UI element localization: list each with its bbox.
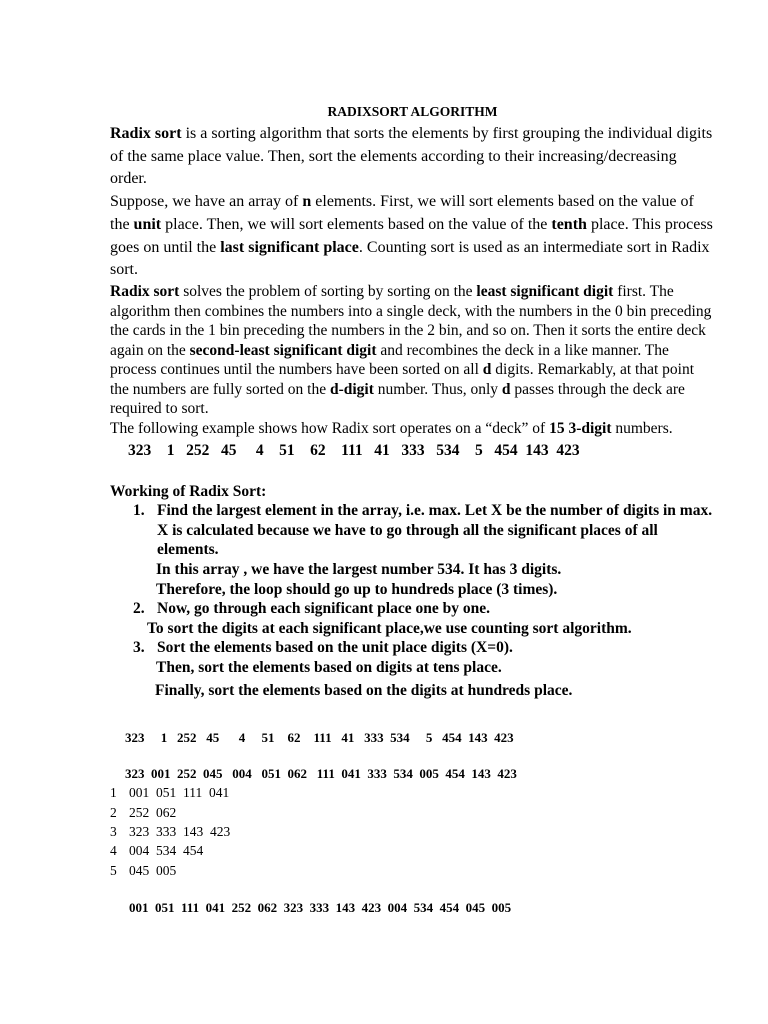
step-3 — [110, 638, 715, 658]
bucket-list — [110, 783, 715, 880]
intro-paragraph — [110, 123, 715, 191]
bucket-row — [110, 803, 715, 822]
document-title: RADIXSORT ALGORITHM — [327, 104, 498, 119]
step-3-note: Finally, sort the elements based on the digits at hundreds place. — [155, 681, 573, 699]
text-run: place. This process goes on until the — [110, 215, 713, 256]
example-input-row: 323 1 252 45 4 51 62 111 41 333 534 5 454 143 423 — [125, 730, 514, 746]
text-run: numbers. — [611, 420, 673, 438]
bold-term: least significant digit — [476, 282, 614, 300]
bold-term: d — [501, 380, 511, 398]
text-run: elements. First, we will sort elements based on the value of the — [110, 193, 694, 233]
lsd-paragraph — [110, 282, 715, 419]
bucket-values: 001 051 111 041 — [129, 785, 230, 801]
text-run: The following example shows how Radix sort operates on a “deck” of — [110, 420, 550, 438]
text-run: place. Then, we will sort elements based on the value of the — [161, 215, 552, 233]
step-number: 1. — [133, 502, 145, 520]
bold-term: d-digit — [329, 380, 374, 398]
bold-term: Radix sort — [110, 282, 180, 300]
place-value-paragraph — [110, 191, 715, 282]
document-page — [110, 104, 715, 916]
bucket-values: 045 005 — [129, 862, 177, 878]
step-1-note: Therefore, the loop should go up to hundreds place (3 times). — [156, 580, 558, 598]
text-run: Suppose, we have an array of — [110, 193, 303, 211]
step-2-note: To sort the digits at each significant place,we use counting sort algorithm. — [147, 619, 632, 637]
step-text: Find the largest element in the array, i.e. max. Let X be the number of digits in max. X is calculated because we have to go through all the significant places of all elements. — [157, 502, 713, 559]
step-number: 3. — [133, 639, 145, 657]
step-1 — [110, 501, 715, 560]
step-2 — [110, 599, 715, 619]
bold-term: n — [302, 193, 312, 211]
bucket-row — [110, 822, 715, 841]
step-number: 2. — [133, 600, 145, 618]
text-run: and recombines the deck in a like manner. The process continues until the numbers have been sorted on all — [110, 341, 669, 379]
steps-list — [110, 501, 715, 700]
bold-term: second-least significant digit — [189, 341, 377, 359]
step-text: Now, go through each significant place one by one. — [157, 600, 490, 618]
bucket-index: 3 — [110, 824, 117, 840]
text-run: passes through the deck are required to sort. — [110, 380, 685, 418]
working-heading: Working of Radix Sort: — [110, 482, 267, 500]
bucket-index: 1 — [110, 785, 117, 801]
bold-term: unit — [133, 215, 162, 233]
example-result-row: 001 051 111 041 252 062 323 333 143 423 004 534 454 045 005 — [129, 900, 512, 916]
text-run: . Counting sort is used as an intermediate sort in Radix sort. — [110, 238, 710, 279]
bucket-values: 252 062 — [129, 804, 177, 820]
bucket-row — [110, 841, 715, 860]
step-3-note: Then, sort the elements based on digits at tens place. — [156, 659, 502, 677]
step-1-note: In this array , we have the largest number 534. It has 3 digits. — [156, 561, 562, 579]
text-run: is a sorting algorithm that sorts the elements by first grouping the individual digits of the same place value. Then, sort the elements according to their increasing/decreasing order. — [110, 125, 713, 188]
example-intro-paragraph — [110, 419, 715, 439]
step-text: Sort the elements based on the unit place digits (X=0). — [157, 639, 513, 657]
bucket-values: 323 333 143 423 — [129, 824, 231, 840]
bucket-values: 004 534 454 — [129, 843, 204, 859]
example-padded-row: 323 001 252 045 004 051 062 111 041 333 534 005 454 143 423 — [125, 766, 517, 782]
bold-term: last significant place — [220, 238, 359, 256]
text-run: digits. Remarkably, at that point the numbers are fully sorted on the — [110, 361, 695, 398]
bold-term: 15 3-digit — [549, 420, 612, 438]
bucket-index: 5 — [110, 862, 117, 878]
bucket-index: 4 — [110, 843, 117, 859]
bucket-index: 2 — [110, 804, 117, 820]
bucket-row — [110, 783, 715, 802]
bold-term: d — [482, 361, 492, 379]
bold-term: tenth — [551, 215, 587, 233]
bucket-row — [110, 861, 715, 880]
input-numbers-row: 323 1 252 45 4 51 62 111 41 333 534 5 454 143 423 — [128, 441, 580, 459]
text-run: first. The algorithm then combines the numbers into a single deck, with the numbers in the 0 bin preceding the cards in the 1 bin preceding the numbers in the 2 bin, and so on. Then it sorts the entire deck again on the — [110, 282, 712, 359]
bold-term: Radix sort — [110, 125, 182, 142]
text-run: solves the problem of sorting by sorting on the — [179, 282, 477, 300]
text-run: number. Thus, only — [373, 380, 502, 398]
